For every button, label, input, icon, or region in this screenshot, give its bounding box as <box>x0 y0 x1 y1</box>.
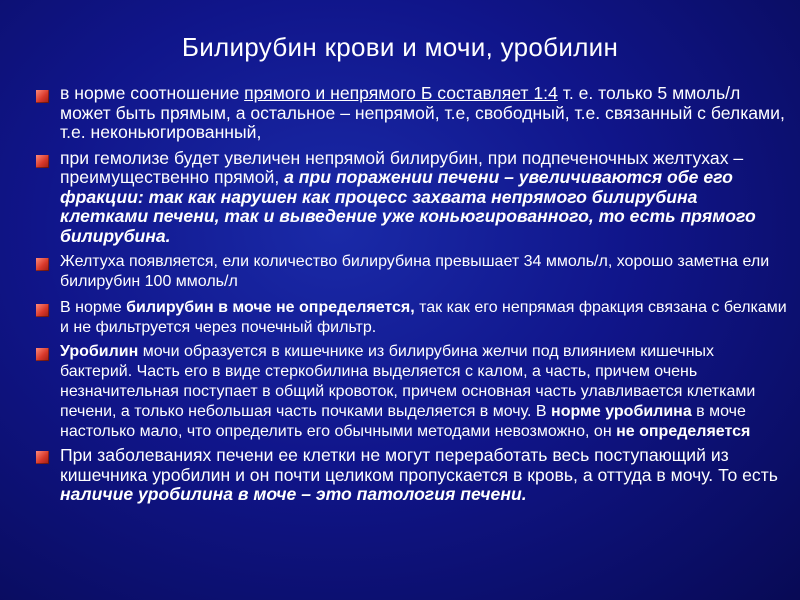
emphasized-phrase: а при поражении печени – увеличиваются обе его фракции: так как нарушен как процесс захвата непрямого билирубина клетками печени, так и выведение уже коньюгированного, то есть прямого билирубина. <box>60 167 756 246</box>
bullet-item-hemolysis <box>36 149 788 247</box>
bold-phrase: Уробилин <box>60 343 139 360</box>
bullet-item-jaundice <box>36 252 788 292</box>
emphasized-phrase: наличие уробилина в моче – это патология печени. <box>60 484 527 504</box>
bullet-marker-icon <box>36 155 49 168</box>
bullet-marker-icon <box>36 348 49 361</box>
bold-phrase: не определяется <box>616 423 751 440</box>
bold-phrase: билирубин в моче не определяется, <box>126 299 415 316</box>
bullet-text: в норме соотношение прямого и непрямого Б составляет 1:4 т. е. только 5 ммоль/л может быть прямым, а остальное – непрямой, т.е, свободный, т.е. связанный с белками, т.е. неконьюгированный, <box>60 83 785 142</box>
bold-phrase: норме уробилина <box>551 403 692 420</box>
bullet-item-normal-ratio <box>36 84 788 143</box>
bullet-marker-icon <box>36 90 49 103</box>
bullet-text: Уробилин мочи образуется в кишечнике из билирубина желчи под влиянием кишечных бактерий. Часть его в виде стеркобилина выделяется с калом, а часть, причем очень незначительная поступает в общий кровоток, причем основная часть улавливается клетками печени, а только небольшая часть почками выделяется в мочу. В норме уробилина в моче настолько мало, что определить его обычными методами невозможно, он не определяется <box>60 343 756 440</box>
bullet-text: При заболеваниях печени ее клетки не могут переработать весь поступающий из кишечника уробилин и он почти целиком пропускается в кровь, а оттуда в мочу. То есть наличие уробилина в моче – это патология печени. <box>60 445 778 504</box>
bullet-text: Желтуха появляется, ели количество билирубина превышает 34 ммоль/л, хорошо заметна ели билирубин 100 ммоль/л <box>60 253 770 290</box>
bullet-list <box>36 84 788 505</box>
bullet-marker-icon <box>36 451 49 464</box>
bullet-text: при гемолизе будет увеличен непрямой билирубин, при подпеченочных желтухах – преимущественно прямой, а при поражении печени – увеличиваются обе его фракции: так как нарушен как процесс захвата непрямого билирубина клетками печени, так и выведение уже коньюгированного, то есть прямого билирубина. <box>60 147 756 246</box>
bullet-item-urine-bilirubin <box>36 298 788 338</box>
bullet-marker-icon <box>36 304 49 317</box>
bullet-marker-icon <box>36 258 49 271</box>
slide-title: Билирубин крови и мочи, уробилин <box>181 32 619 62</box>
bullet-text: В норме билирубин в моче не определяется, так как его непрямая фракция связана с белками и не фильтруется через почечный фильтр. <box>60 299 787 336</box>
bullet-item-urobilin <box>36 342 788 442</box>
underlined-phrase: прямого и непрямого Б составляет 1:4 <box>244 83 558 103</box>
bullet-item-liver-disease <box>36 446 788 505</box>
